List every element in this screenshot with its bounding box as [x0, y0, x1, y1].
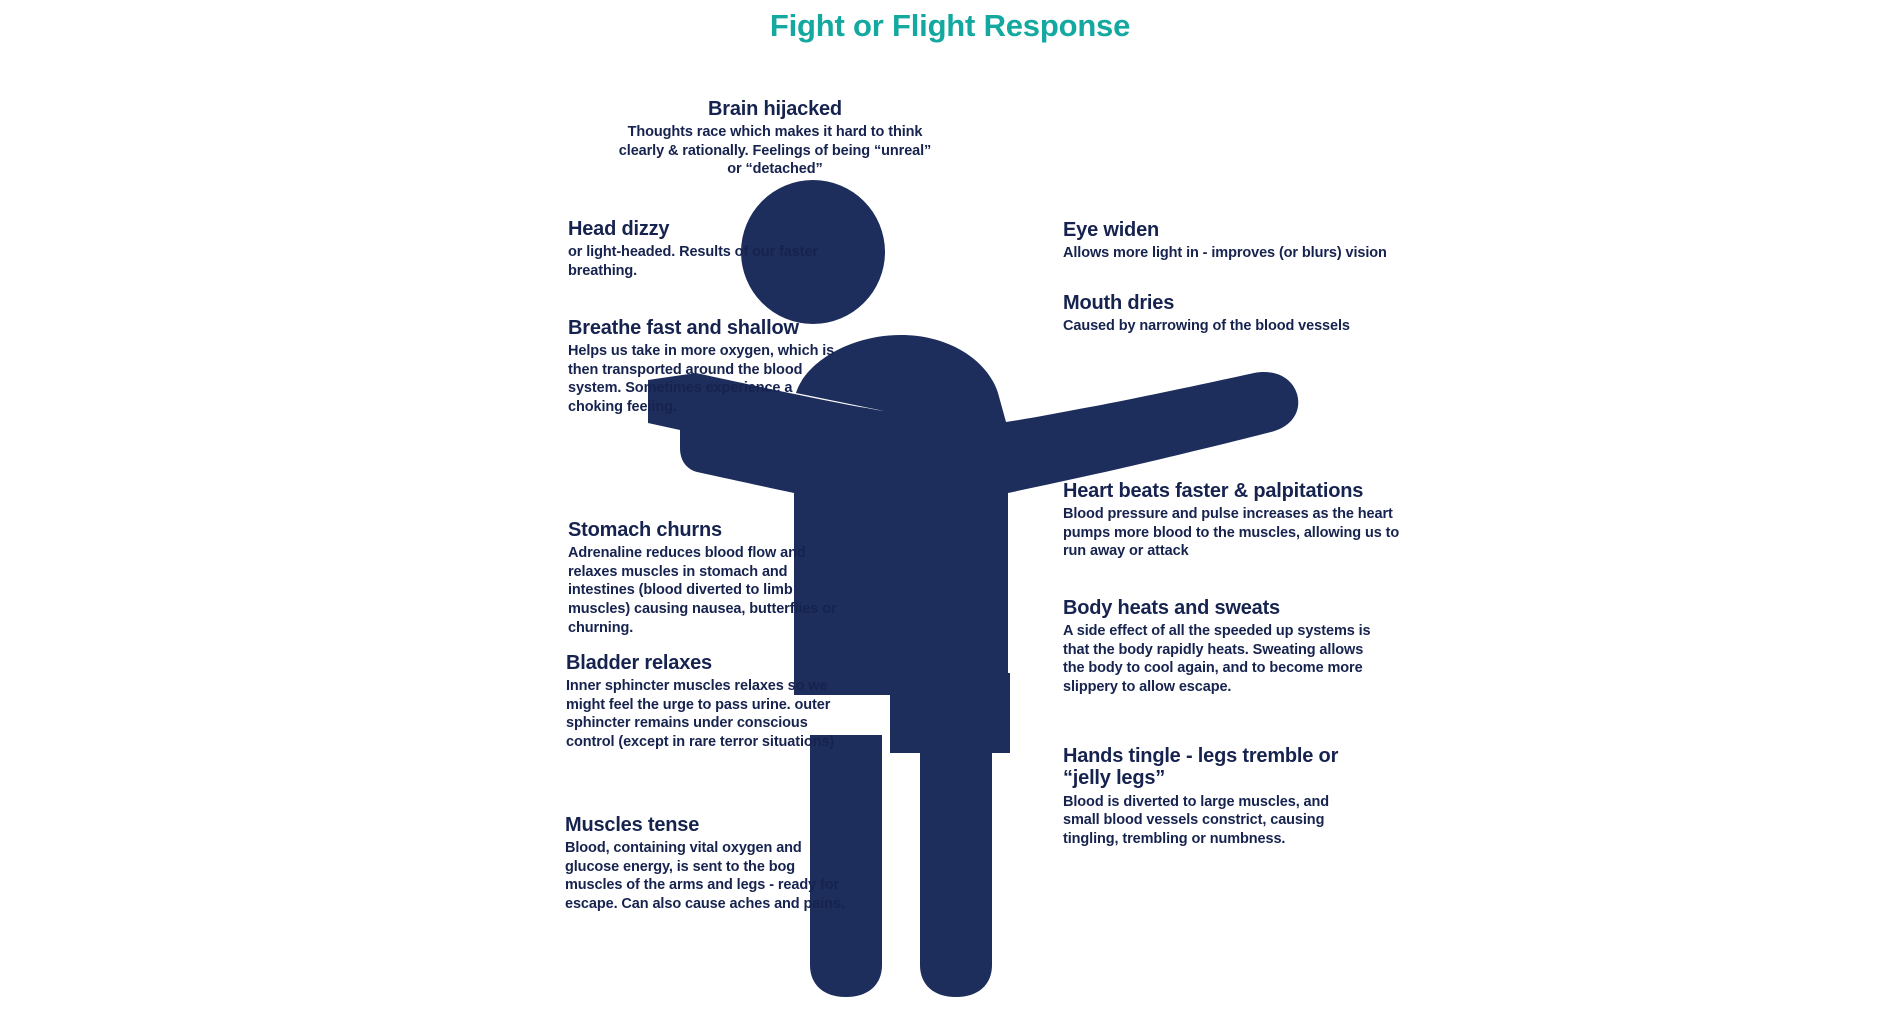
- callout-eye-heading: Eye widen: [1063, 219, 1160, 241]
- callout-stomach-churns: [568, 519, 858, 637]
- callout-head-dizzy: [568, 218, 838, 280]
- callout-hands-text: Blood is diverted to large muscles, and small blood vessels constrict, causing tingling, trembling or numbness.: [1063, 793, 1330, 847]
- callout-head-dizzy-text: or light-headed. Results of our faster breathing.: [568, 244, 818, 279]
- callout-eye-widen: [1063, 219, 1393, 263]
- callout-hands-heading: Hands tingle - legs tremble or “jelly legs”: [1063, 745, 1339, 790]
- callout-body-heat-text: A side effect of all the speeded up systems is that the body rapidly heats. Sweating allows the body to cool again, and to become more slippery to allow escape.: [1063, 623, 1371, 696]
- callout-mouth-text: Caused by narrowing of the blood vessels: [1063, 318, 1350, 335]
- callout-mouth-heading: Mouth dries: [1063, 292, 1175, 314]
- callout-stomach-text: Adrenaline reduces blood flow and relaxes muscles in stomach and intestines (blood diverted to limb muscles) causing nausea, butterflies or churning.: [568, 545, 837, 636]
- callout-bladder-text: Inner sphincter muscles relaxes so we might feel the urge to pass urine. outer sphincter remains under conscious control (except in rare terror situations): [566, 678, 835, 751]
- callout-breathe-fast-and-shallow: [568, 317, 848, 417]
- callout-hands-tingle-legs-tremble: [1063, 745, 1363, 848]
- callout-heart-beats-faster: [1063, 480, 1423, 561]
- callout-heart-heading: Heart beats faster & palpitations: [1063, 480, 1364, 502]
- callout-breathe-text: Helps us take in more oxygen, which is then transported around the blood system. Sometimes experience a choking feeling.: [568, 343, 835, 416]
- callout-head-dizzy-heading: Head dizzy: [568, 218, 670, 240]
- page-title: Fight or Flight Response: [769, 8, 1131, 43]
- callout-muscles-tense: [565, 814, 855, 914]
- callout-muscles-text: Blood, containing vital oxygen and glucose energy, is sent to the bog muscles of the arms and legs - ready for escape. Can also cause aches and pains.: [565, 840, 845, 913]
- callout-body-heat-heading: Body heats and sweats: [1063, 597, 1280, 619]
- callout-heart-text: Blood pressure and pulse increases as the heart pumps more blood to the muscles, allowing us to run away or attack: [1063, 506, 1400, 560]
- callout-bladder-relaxes: [566, 652, 846, 752]
- callout-brain-hijacked: [614, 98, 936, 179]
- callout-mouth-dries: [1063, 292, 1393, 336]
- callout-muscles-heading: Muscles tense: [565, 814, 700, 836]
- callout-brain-hijacked-text: Thoughts race which makes it hard to think clearly & rationally. Feelings of being “unreal” or “detached”: [618, 124, 932, 178]
- callout-body-heats-and-sweats: [1063, 597, 1383, 697]
- callout-stomach-heading: Stomach churns: [568, 519, 722, 541]
- callout-breathe-heading: Breathe fast and shallow: [568, 317, 799, 339]
- callout-brain-hijacked-heading: Brain hijacked: [708, 98, 842, 120]
- callout-bladder-heading: Bladder relaxes: [566, 652, 712, 674]
- callout-eye-text: Allows more light in - improves (or blurs) vision: [1063, 245, 1387, 262]
